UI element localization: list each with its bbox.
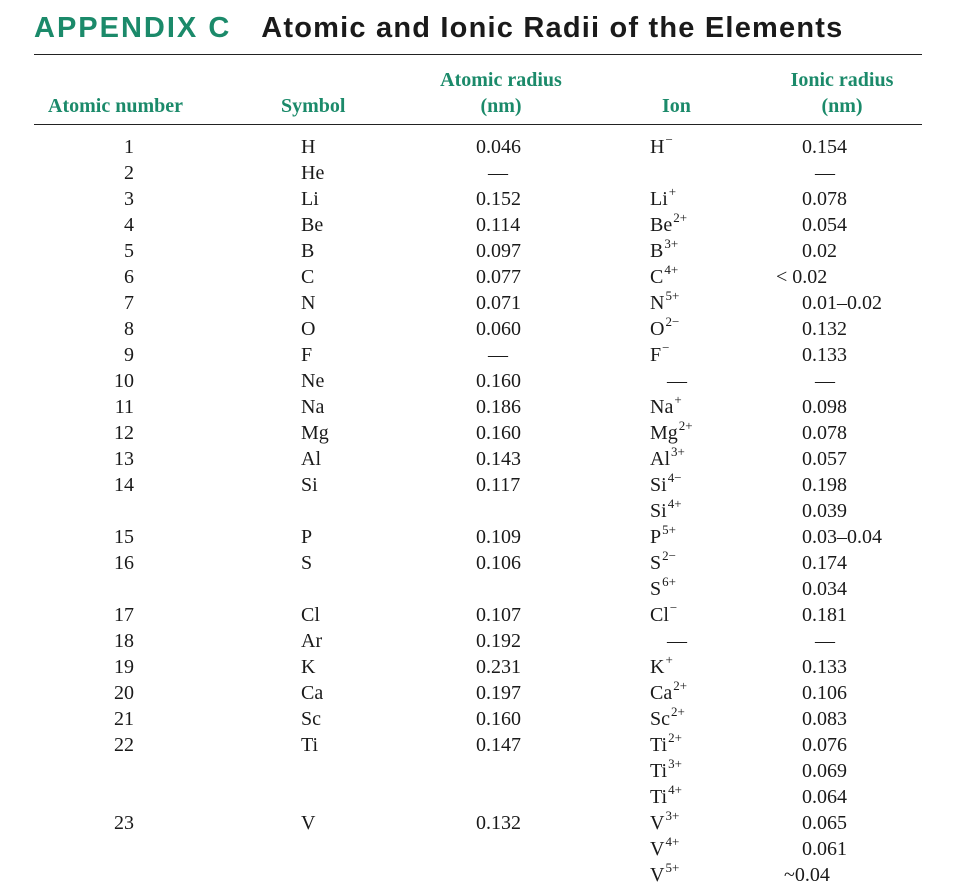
table-row xyxy=(0,290,972,316)
ion-symbol: Cl xyxy=(650,604,669,626)
ion-cell xyxy=(650,602,677,628)
ion-charge: − xyxy=(669,600,678,615)
table-row xyxy=(0,238,972,264)
table-row xyxy=(0,264,972,290)
ion-cell xyxy=(650,654,673,680)
table-row xyxy=(0,524,972,550)
atomic-number-cell: 2 xyxy=(124,162,134,184)
ionic-radius-cell: 0.039 xyxy=(802,500,847,522)
ion-symbol: V xyxy=(650,838,665,860)
symbol-cell: N xyxy=(301,292,316,314)
header-atomic-radius-line2: (nm) xyxy=(480,95,522,117)
symbol-cell: Ca xyxy=(301,682,324,704)
table-row xyxy=(0,602,972,628)
ion-symbol: Na xyxy=(650,396,674,418)
atomic-radius-cell: — xyxy=(488,344,508,366)
ionic-radius-cell: 0.083 xyxy=(802,708,847,730)
ion-cell xyxy=(650,420,693,446)
symbol-cell: He xyxy=(301,162,325,184)
header-atomic-number: Atomic number xyxy=(48,95,183,117)
ion-symbol: B xyxy=(650,240,664,262)
atomic-number-cell: 10 xyxy=(114,370,134,392)
atomic-number-cell: 15 xyxy=(114,526,134,548)
ion-charge: 6+ xyxy=(662,574,676,589)
atomic-number-cell: 11 xyxy=(114,396,134,418)
ion-charge: 4+ xyxy=(665,834,680,849)
ion-cell xyxy=(650,290,679,316)
header-rule xyxy=(34,124,922,125)
table-row xyxy=(0,836,972,862)
table-row xyxy=(0,316,972,342)
ion-symbol: Ti xyxy=(650,786,668,808)
ion-symbol: Li xyxy=(650,188,668,210)
ion-symbol: S xyxy=(650,578,662,600)
symbol-cell: V xyxy=(301,812,316,834)
atomic-number-cell: 12 xyxy=(114,422,134,444)
atomic-radius-cell: 0.097 xyxy=(476,240,521,262)
ionic-radius-cell: 0.132 xyxy=(802,318,847,340)
symbol-cell: H xyxy=(301,136,316,158)
atomic-radius-cell: — xyxy=(488,162,508,184)
table-row xyxy=(0,446,972,472)
atomic-radius-cell: 0.160 xyxy=(476,708,521,730)
symbol-cell: O xyxy=(301,318,316,340)
ionic-radius-cell: 0.181 xyxy=(802,604,847,626)
ionic-radius-cell: — xyxy=(815,370,835,392)
ion-cell xyxy=(650,810,679,836)
table-row xyxy=(0,368,972,394)
ion-charge: 3+ xyxy=(671,444,685,459)
table-row xyxy=(0,342,972,368)
atomic-number-cell: 22 xyxy=(114,734,134,756)
header-atomic-radius xyxy=(432,67,570,119)
ion-cell xyxy=(650,524,676,550)
ion-charge: 2+ xyxy=(668,730,682,745)
symbol-cell: Al xyxy=(301,448,321,470)
atomic-radius-cell: 0.109 xyxy=(476,526,521,548)
ion-cell xyxy=(650,472,682,498)
ion-cell xyxy=(650,134,673,160)
atomic-number-cell: 23 xyxy=(114,812,134,834)
ion-charge: 2− xyxy=(665,314,680,329)
ion-symbol: H xyxy=(650,136,665,158)
ion-cell xyxy=(650,836,679,862)
ionic-radius-cell: 0.069 xyxy=(802,760,847,782)
atomic-number-cell: 7 xyxy=(124,292,134,314)
table-row xyxy=(0,212,972,238)
ion-charge: 2+ xyxy=(671,704,685,719)
atomic-number-cell: 16 xyxy=(114,552,134,574)
ionic-radius-cell: 0.098 xyxy=(802,396,847,418)
symbol-cell: B xyxy=(301,240,315,262)
ionic-radius-cell: 0.064 xyxy=(802,786,847,808)
ion-cell xyxy=(667,628,687,654)
ion-charge: 2− xyxy=(662,548,676,563)
atomic-number-cell: 20 xyxy=(114,682,134,704)
ion-cell xyxy=(650,732,682,758)
table-row xyxy=(0,498,972,524)
atomic-radius-cell: 0.192 xyxy=(476,630,521,652)
table-row xyxy=(0,654,972,680)
table-row xyxy=(0,420,972,446)
ion-charge: 4− xyxy=(667,470,682,485)
ion-symbol: V xyxy=(650,812,665,834)
table-row xyxy=(0,576,972,602)
symbol-cell: C xyxy=(301,266,315,288)
ion-symbol: P xyxy=(650,526,662,548)
ion-cell xyxy=(650,758,682,784)
ion-cell xyxy=(650,186,676,212)
appendix-label: APPENDIX C xyxy=(34,12,232,44)
atomic-radius-cell: 0.143 xyxy=(476,448,521,470)
atomic-radius-cell: 0.160 xyxy=(476,370,521,392)
ion-symbol: Sc xyxy=(650,708,670,730)
ionic-radius-cell: 0.03–0.04 xyxy=(802,526,882,548)
atomic-number-cell: 3 xyxy=(124,188,134,210)
ion-charge: 2+ xyxy=(673,210,688,225)
ion-cell xyxy=(650,784,682,810)
ionic-radius-cell: 0.154 xyxy=(802,136,847,158)
ionic-radius-cell: 0.076 xyxy=(802,734,847,756)
symbol-cell: Si xyxy=(301,474,318,496)
atomic-radius-cell: 0.160 xyxy=(476,422,521,444)
appendix-title: Atomic and Ionic Radii of the Elements xyxy=(261,12,844,44)
atomic-number-cell: 14 xyxy=(114,474,134,496)
top-rule xyxy=(34,54,922,55)
ion-charge: 2+ xyxy=(678,418,693,433)
ion-charge: − xyxy=(662,340,670,355)
ion-charge: + xyxy=(674,392,682,407)
ion-symbol: Be xyxy=(650,214,673,236)
symbol-cell: P xyxy=(301,526,313,548)
table-row xyxy=(0,732,972,758)
atomic-radius-cell: 0.147 xyxy=(476,734,521,756)
ionic-radius-cell: < 0.02 xyxy=(776,266,828,288)
symbol-cell: F xyxy=(301,344,313,366)
symbol-cell: Be xyxy=(301,214,324,236)
header-atomic-radius-line1: Atomic radius xyxy=(440,69,562,91)
atomic-radius-cell: 0.197 xyxy=(476,682,521,704)
symbol-cell: Cl xyxy=(301,604,320,626)
ionic-radius-cell: — xyxy=(815,162,835,184)
atomic-radius-cell: 0.152 xyxy=(476,188,521,210)
atomic-number-cell: 1 xyxy=(124,136,134,158)
header-ion: Ion xyxy=(662,95,691,117)
ionic-radius-cell: 0.133 xyxy=(802,656,847,678)
atomic-number-cell: 21 xyxy=(114,708,134,730)
table-row xyxy=(0,134,972,160)
atomic-radius-cell: 0.114 xyxy=(476,214,521,236)
ion-charge: 5+ xyxy=(662,522,676,537)
ion-charge: 3+ xyxy=(665,808,680,823)
ion-cell xyxy=(650,394,682,420)
table-row xyxy=(0,810,972,836)
ionic-radius-cell: — xyxy=(815,630,835,652)
ion-cell xyxy=(650,446,685,472)
ionic-radius-cell: 0.02 xyxy=(802,240,837,262)
atomic-radius-cell: 0.107 xyxy=(476,604,521,626)
atomic-radius-cell: 0.046 xyxy=(476,136,521,158)
ionic-radius-cell: 0.054 xyxy=(802,214,847,236)
table-row xyxy=(0,680,972,706)
ion-charge: + xyxy=(668,184,677,199)
ion-cell xyxy=(650,264,678,290)
symbol-cell: Mg xyxy=(301,422,329,444)
atomic-number-cell: 17 xyxy=(114,604,134,626)
ion-cell xyxy=(650,238,678,264)
symbol-cell: Na xyxy=(301,396,325,418)
ion-cell xyxy=(650,498,682,524)
table-row xyxy=(0,472,972,498)
atomic-number-cell: 6 xyxy=(124,266,134,288)
symbol-cell: Ti xyxy=(301,734,319,756)
ion-charge: 3+ xyxy=(668,756,682,771)
ion-symbol: — xyxy=(667,630,687,652)
atomic-radius-cell: 0.106 xyxy=(476,552,521,574)
atomic-number-cell: 13 xyxy=(114,448,134,470)
ion-charge: 4+ xyxy=(667,496,682,511)
table-row xyxy=(0,628,972,654)
header-ionic-radius-line1: Ionic radius xyxy=(790,69,894,91)
table-row xyxy=(0,550,972,576)
ion-symbol: N xyxy=(650,292,665,314)
ion-charge: 3+ xyxy=(664,236,679,251)
ion-cell xyxy=(650,680,687,706)
atomic-radius-cell: 0.231 xyxy=(476,656,521,678)
ion-symbol: Si xyxy=(650,500,667,522)
symbol-cell: Sc xyxy=(301,708,321,730)
table-row xyxy=(0,862,972,888)
header-ionic-radius xyxy=(782,67,902,119)
ion-charge: 4+ xyxy=(664,262,679,277)
ion-symbol: O xyxy=(650,318,665,340)
ion-symbol: C xyxy=(650,266,664,288)
ion-cell xyxy=(650,316,679,342)
ion-cell xyxy=(650,550,676,576)
ion-cell xyxy=(650,342,669,368)
ionic-radius-cell: 0.174 xyxy=(802,552,847,574)
header-ionic-radius-line2: (nm) xyxy=(821,95,863,117)
ionic-radius-cell: 0.198 xyxy=(802,474,847,496)
atomic-number-cell: 9 xyxy=(124,344,134,366)
ionic-radius-cell: 0.065 xyxy=(802,812,847,834)
ion-symbol: Mg xyxy=(650,422,678,444)
ionic-radius-cell: 0.133 xyxy=(802,344,847,366)
ion-symbol: — xyxy=(667,370,687,392)
atomic-number-cell: 5 xyxy=(124,240,134,262)
atomic-number-cell: 8 xyxy=(124,318,134,340)
table-row xyxy=(0,394,972,420)
ion-cell xyxy=(650,706,685,732)
ion-charge: 4+ xyxy=(668,782,682,797)
ion-charge: + xyxy=(665,652,673,667)
ionic-radius-cell: 0.061 xyxy=(802,838,847,860)
atomic-number-cell: 4 xyxy=(124,214,134,236)
ion-symbol: S xyxy=(650,552,662,574)
table-row xyxy=(0,160,972,186)
atomic-radius-cell: 0.071 xyxy=(476,292,521,314)
ion-symbol: K xyxy=(650,656,665,678)
ion-cell xyxy=(650,862,679,888)
ion-charge: 2+ xyxy=(673,678,688,693)
ion-charge: 5+ xyxy=(665,288,680,303)
ion-symbol: Ti xyxy=(650,760,668,782)
ion-charge: 5+ xyxy=(665,860,680,875)
table-row xyxy=(0,706,972,732)
atomic-number-cell: 19 xyxy=(114,656,134,678)
table-row xyxy=(0,186,972,212)
ionic-radius-cell: 0.106 xyxy=(802,682,847,704)
ionic-radius-cell: 0.057 xyxy=(802,448,847,470)
atomic-number-cell: 18 xyxy=(114,630,134,652)
ionic-radius-cell: 0.01–0.02 xyxy=(802,292,882,314)
atomic-radius-cell: 0.077 xyxy=(476,266,521,288)
table-row xyxy=(0,758,972,784)
symbol-cell: Li xyxy=(301,188,319,210)
ion-cell xyxy=(667,368,687,394)
ion-symbol: Si xyxy=(650,474,667,496)
atomic-radius-cell: 0.132 xyxy=(476,812,521,834)
ionic-radius-cell: 0.078 xyxy=(802,188,847,210)
ion-symbol: Ca xyxy=(650,682,673,704)
ionic-radius-cell: ~0.04 xyxy=(784,864,830,886)
atomic-radius-cell: 0.117 xyxy=(476,474,521,496)
symbol-cell: K xyxy=(301,656,316,678)
ion-cell xyxy=(650,212,687,238)
ion-symbol: Ti xyxy=(650,734,668,756)
ionic-radius-cell: 0.034 xyxy=(802,578,847,600)
ion-symbol: F xyxy=(650,344,662,366)
radii-table xyxy=(0,134,972,888)
ion-charge: − xyxy=(665,132,673,147)
ion-symbol: V xyxy=(650,864,665,886)
atomic-radius-cell: 0.060 xyxy=(476,318,521,340)
header-symbol: Symbol xyxy=(281,95,346,117)
table-row xyxy=(0,784,972,810)
atomic-radius-cell: 0.186 xyxy=(476,396,521,418)
symbol-cell: S xyxy=(301,552,313,574)
symbol-cell: Ar xyxy=(301,630,323,652)
page-title xyxy=(34,6,843,50)
ion-cell xyxy=(650,576,676,602)
symbol-cell: Ne xyxy=(301,370,325,392)
ionic-radius-cell: 0.078 xyxy=(802,422,847,444)
ion-symbol: Al xyxy=(650,448,670,470)
